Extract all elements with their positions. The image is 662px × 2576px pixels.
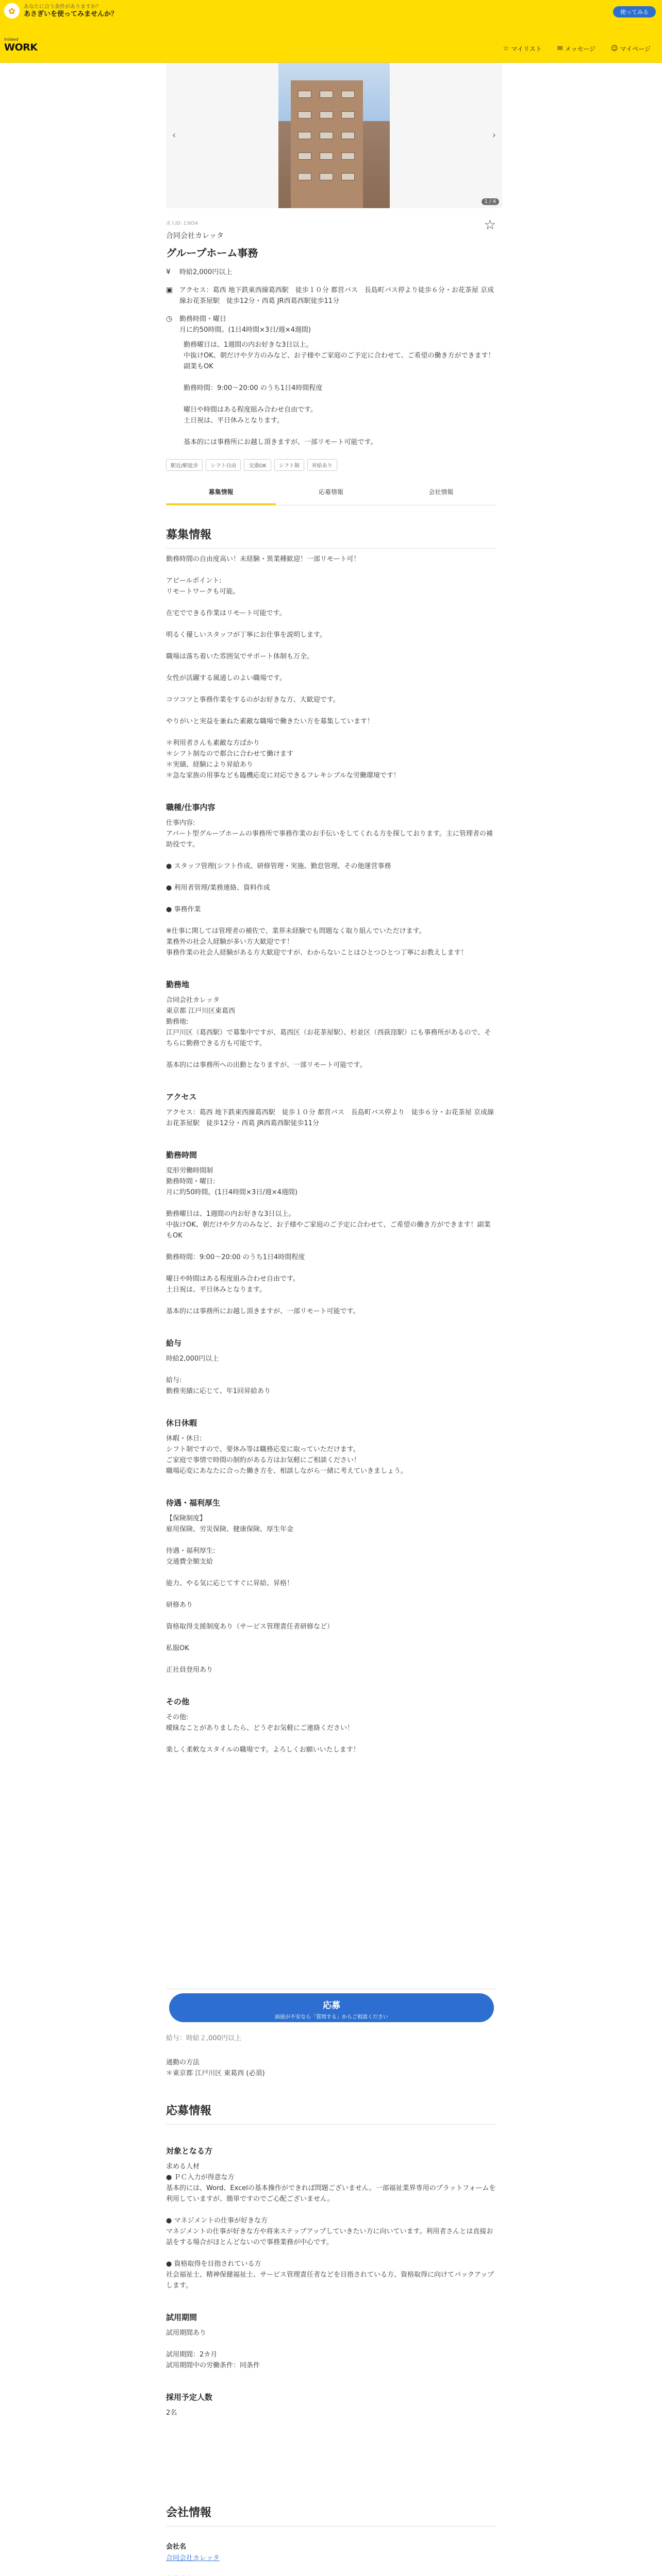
- logo[interactable]: [4, 37, 37, 53]
- try-app-button[interactable]: 使ってみる: [613, 6, 656, 18]
- company-name-heading: 会社名: [166, 2543, 187, 2551]
- nav-messages-label: メッセージ: [565, 45, 595, 53]
- nav-mypage[interactable]: [611, 44, 651, 53]
- job-type-body: 仕事内容: アパート型グループホームの事務所で事務作業のお手伝いをしてくれる方を探しております。主に管理者の補助役です。 ● スタッフ管理(シフト作成、研修管理・実施、勤怠管理、その他運営事務 ● 利用者管理/業務連絡、資料作成 ● 事務作業 ※仕事に関しては管理者の補佐で、業界未経験でも問題なく取り組んでいただけます。 業務外の社会人経験が多い方大歓迎です！ 事務作業の社会人経験がある方大歓迎ですが、わからないことはひとつひとつ丁寧にお教えします！: [166, 819, 493, 957]
- holiday-body: 休暇・休日: シフト制ですので、要休み等は職務応変に取っていただけます。 ご家庭で事情で時間の制約がある方はお気軽にご相談ください！ 職場応変にあなたに合った働き方を、相談しながら一緒に考えていきましょう。: [166, 1435, 408, 1475]
- hours-body: 変形労働時間制 勤務時間・曜日: 月に約50時間。(1日4時間×3日/週×4週間) 勤務曜日は、1週間の内お好きな3日以上。 中抜けOK、朝だけや夕方のみなど、お子様やご家庭のご予定に合わせて、ご希望の働き方ができます！副業もOK 勤務時間：9:00〜20:00 のうち1日4時間程度 曜日や時間はある程度組み合わせ自由です。 土日祝は、平日休みとなります。 基本的には事務所にお越し頂きますが、一部リモート可能です。: [166, 1167, 491, 1315]
- tab-recruit[interactable]: 募集情報: [166, 480, 276, 505]
- salary-text: 時給2,000円以上: [179, 268, 233, 276]
- promo-bar: [0, 0, 662, 22]
- access-heading: アクセス: [166, 1092, 197, 1101]
- partial-pay-text: 給与：時給２,000円以上: [166, 2035, 241, 2042]
- pay-heading: 給与: [166, 1338, 182, 1348]
- access-body: アクセス：葛西 地下鉄東西線葛西駅 徒歩１０分 都営バス 長島町バス停より 徒歩６分・お花茶屋 京成線お花茶屋駅 徒歩12分・西葛 JR西葛西駅徒歩11分: [166, 1109, 494, 1127]
- nav-mypage-label: マイページ: [620, 45, 651, 53]
- tag: シフト制: [274, 459, 304, 471]
- train-icon: ▣: [166, 286, 173, 294]
- apply-button-sub: 面接が不安なら「質問する」からご相談ください: [275, 2014, 388, 2020]
- site-header: [0, 22, 662, 63]
- company-name-link[interactable]: 合同会社カレッタ: [166, 2554, 220, 2562]
- tag: シフト自由: [206, 459, 241, 471]
- benefit-body: 【保険制度】 雇用保険、労災保険、健康保険、厚生年金 待遇・福利厚生: 交通費全額支給 能力、やる気に応じてすぐに昇給、昇格！ 研修あり 資格取得支援制度あり（サービス管理責任者研修など） 私服OK 正社員登用あり: [166, 1515, 334, 1674]
- recruit-intro: 勤務時間の自由度高い！未経験・異業種歓迎！一部リモート可！ アピールポイント: リモートワークも可能。 在宅でできる作業はリモート可能です。 明るく優しいスタッフが丁寧にお仕事を説明します。 職場は落ち着いた雰囲気でサポート体制も万全。 女性が活躍する風通しのよい職場です。 コツコツと事務作業をするのがお好きな方、大歓迎です。 やりがいと実益を兼ねた素敵な職場で働きたい方を募集しています！ ＊利用者さんも素敵な方ばかり ＊シフト制なので都合に合わせて働けます ＊実績、経験により昇給あり ＊急な家族の用事なども臨機応変に対応できるフレキシブルな労働環境です！: [166, 555, 400, 779]
- tag: 昇給あり: [307, 459, 337, 471]
- building-shape: [291, 80, 363, 208]
- job-title: グループホーム事務: [166, 247, 258, 259]
- carousel-prev-icon[interactable]: ‹: [172, 130, 176, 141]
- business-heading: [166, 2574, 496, 2576]
- trial-body: 試用期間あり 試用期間：2カ月 試用期間中の労働条件：同条件: [166, 2329, 260, 2369]
- header-nav: [503, 44, 651, 53]
- nav-messages[interactable]: [557, 44, 595, 53]
- benefit-heading: 待遇・福利厚生: [166, 1498, 221, 1507]
- pay-body: 時給2,000円以上 給与: 勤務実績に応じて、年1回昇給あり: [166, 1355, 271, 1395]
- nav-mylist[interactable]: [503, 44, 542, 53]
- tag: 交通OK: [244, 459, 271, 471]
- workplace-body: 合同会社カレッタ 東京都 江戸川区東葛西 勤務地: 江戸川区（葛西駅）で募集中ですが、葛西区（お花茶屋駅）、杉並区（西荻窪駅）にも事務所があるので、そちらに勤務できる方も可能です。 基本的には事務所への出勤となりますが、一部リモート可能です。: [166, 996, 491, 1069]
- carousel-counter: 1 / 4: [482, 198, 499, 205]
- hours-detail: 勤務曜日は、1週間の内お好きな3日以上。 中抜けOK、朝だけや夕方のみなど、お子様やご家庭のご予定に合わせて、ご希望の働き方ができます！副業もOK 勤務時間：9:00〜20:00 のうち1日4時間程度 曜日や時間はある程度組み合わせ自由です。 土日祝は、平日休みとなります。 基本的には事務所にお越し頂きますが、一部リモート可能です。: [184, 341, 495, 446]
- user-icon: ☺: [610, 45, 618, 53]
- target-heading: 対象となる方: [166, 2146, 213, 2156]
- tab-apply[interactable]: 応募情報: [318, 488, 343, 496]
- apply-heading: 応募情報: [166, 2102, 496, 2125]
- job-detail: [166, 208, 496, 1755]
- job-id: 求人ID: 13654: [166, 221, 198, 226]
- chat-icon: ✉: [557, 45, 563, 53]
- favorite-star-icon[interactable]: ☆: [484, 217, 496, 233]
- clock-icon: ◷: [166, 315, 173, 323]
- other-body: その他: 曖昧なことがありましたら、どうぞお気軽にご連絡ください！ 楽しく柔軟なスタイルの職場です。よろしくお願いいたします！: [166, 1714, 360, 1754]
- building-photo: [278, 63, 390, 208]
- holiday-heading: 休日休暇: [166, 1418, 197, 1428]
- headcount-body: 2名: [166, 2409, 177, 2417]
- company-info: [166, 2504, 496, 2576]
- promo-big-text: あさぎいを使ってみませんか？: [24, 10, 118, 18]
- apply-button[interactable]: [169, 1993, 494, 2022]
- promo-small-text: あなたに合う条件がありますか？: [24, 4, 101, 10]
- trial-heading: 試用期間: [166, 2313, 197, 2322]
- workplace-heading: 勤務地: [166, 980, 190, 989]
- job-tags: [166, 459, 496, 471]
- commute-text: 通勤の方法 ＊東京都 江戸川区 東葛西 (必須): [166, 2059, 265, 2077]
- apply-info: [166, 2102, 496, 2418]
- recruit-heading: 募集情報: [166, 526, 496, 549]
- access-text: アクセス：葛西 地下鉄東西線葛西駅 徒歩１０分 都営バス 長島町バス停より徒歩６分・お花茶屋 京成線お花茶屋駅 徒歩12分・西葛 JR西葛西駅徒歩11分: [179, 286, 494, 305]
- company-name: 合同会社カレッタ: [166, 232, 224, 240]
- salary-row: [166, 267, 496, 278]
- tag: 駅近/駅徒歩: [166, 459, 203, 471]
- photo-carousel: [166, 63, 502, 208]
- section-tabs: [166, 480, 496, 505]
- job-type-heading: 職種/仕事内容: [166, 803, 216, 812]
- carousel-next-icon[interactable]: ›: [492, 130, 496, 141]
- promo-message: [4, 3, 118, 19]
- access-row: [166, 285, 496, 307]
- other-heading: その他: [166, 1697, 190, 1706]
- headcount-heading: 採用予定人数: [166, 2393, 213, 2402]
- apply-button-label: 応募: [323, 2001, 340, 2011]
- chat-bubble-icon: ✿: [4, 3, 20, 19]
- star-outline-icon: ☆: [503, 45, 509, 53]
- partial-text: [166, 2028, 496, 2079]
- tab-company[interactable]: 会社情報: [428, 488, 454, 496]
- hours-row: [166, 314, 496, 335]
- nav-mylist-label: マイリスト: [511, 45, 542, 53]
- target-body: 求める人材 ● ＰＣ入力が得意な方 基本的には、Word、Excelの基本操作ができれば問題ございません。一部福祉業界専用のプラットフォームを利用していますが、簡単ですのでご心配ございません。 ● マネジメントの仕事が好きな方 マネジメントの仕事が好きな方や将来ステップアップしていきたい方に向いています。利用者さんとは直接お話をする場合がほとんどないので事務業務が中心です。 ● 資格取得を目指されている方 社会福祉士、精神保健福祉士、サービス管理責任者などを目指されている方、資格取得に向けてバックアップします。: [166, 2163, 496, 2290]
- company-heading: 会社情報: [166, 2504, 496, 2527]
- yen-icon: ¥: [166, 268, 171, 276]
- hours-text: 勤務時間・曜日 月に約50時間。(1日4時間×3日/週×4週間): [179, 315, 311, 334]
- hours-heading: 勤務時間: [166, 1150, 197, 1160]
- sticky-apply-bar: [166, 1989, 496, 2024]
- logo-small-text: Indeed: [4, 37, 19, 42]
- logo-text: WORK: [4, 42, 38, 53]
